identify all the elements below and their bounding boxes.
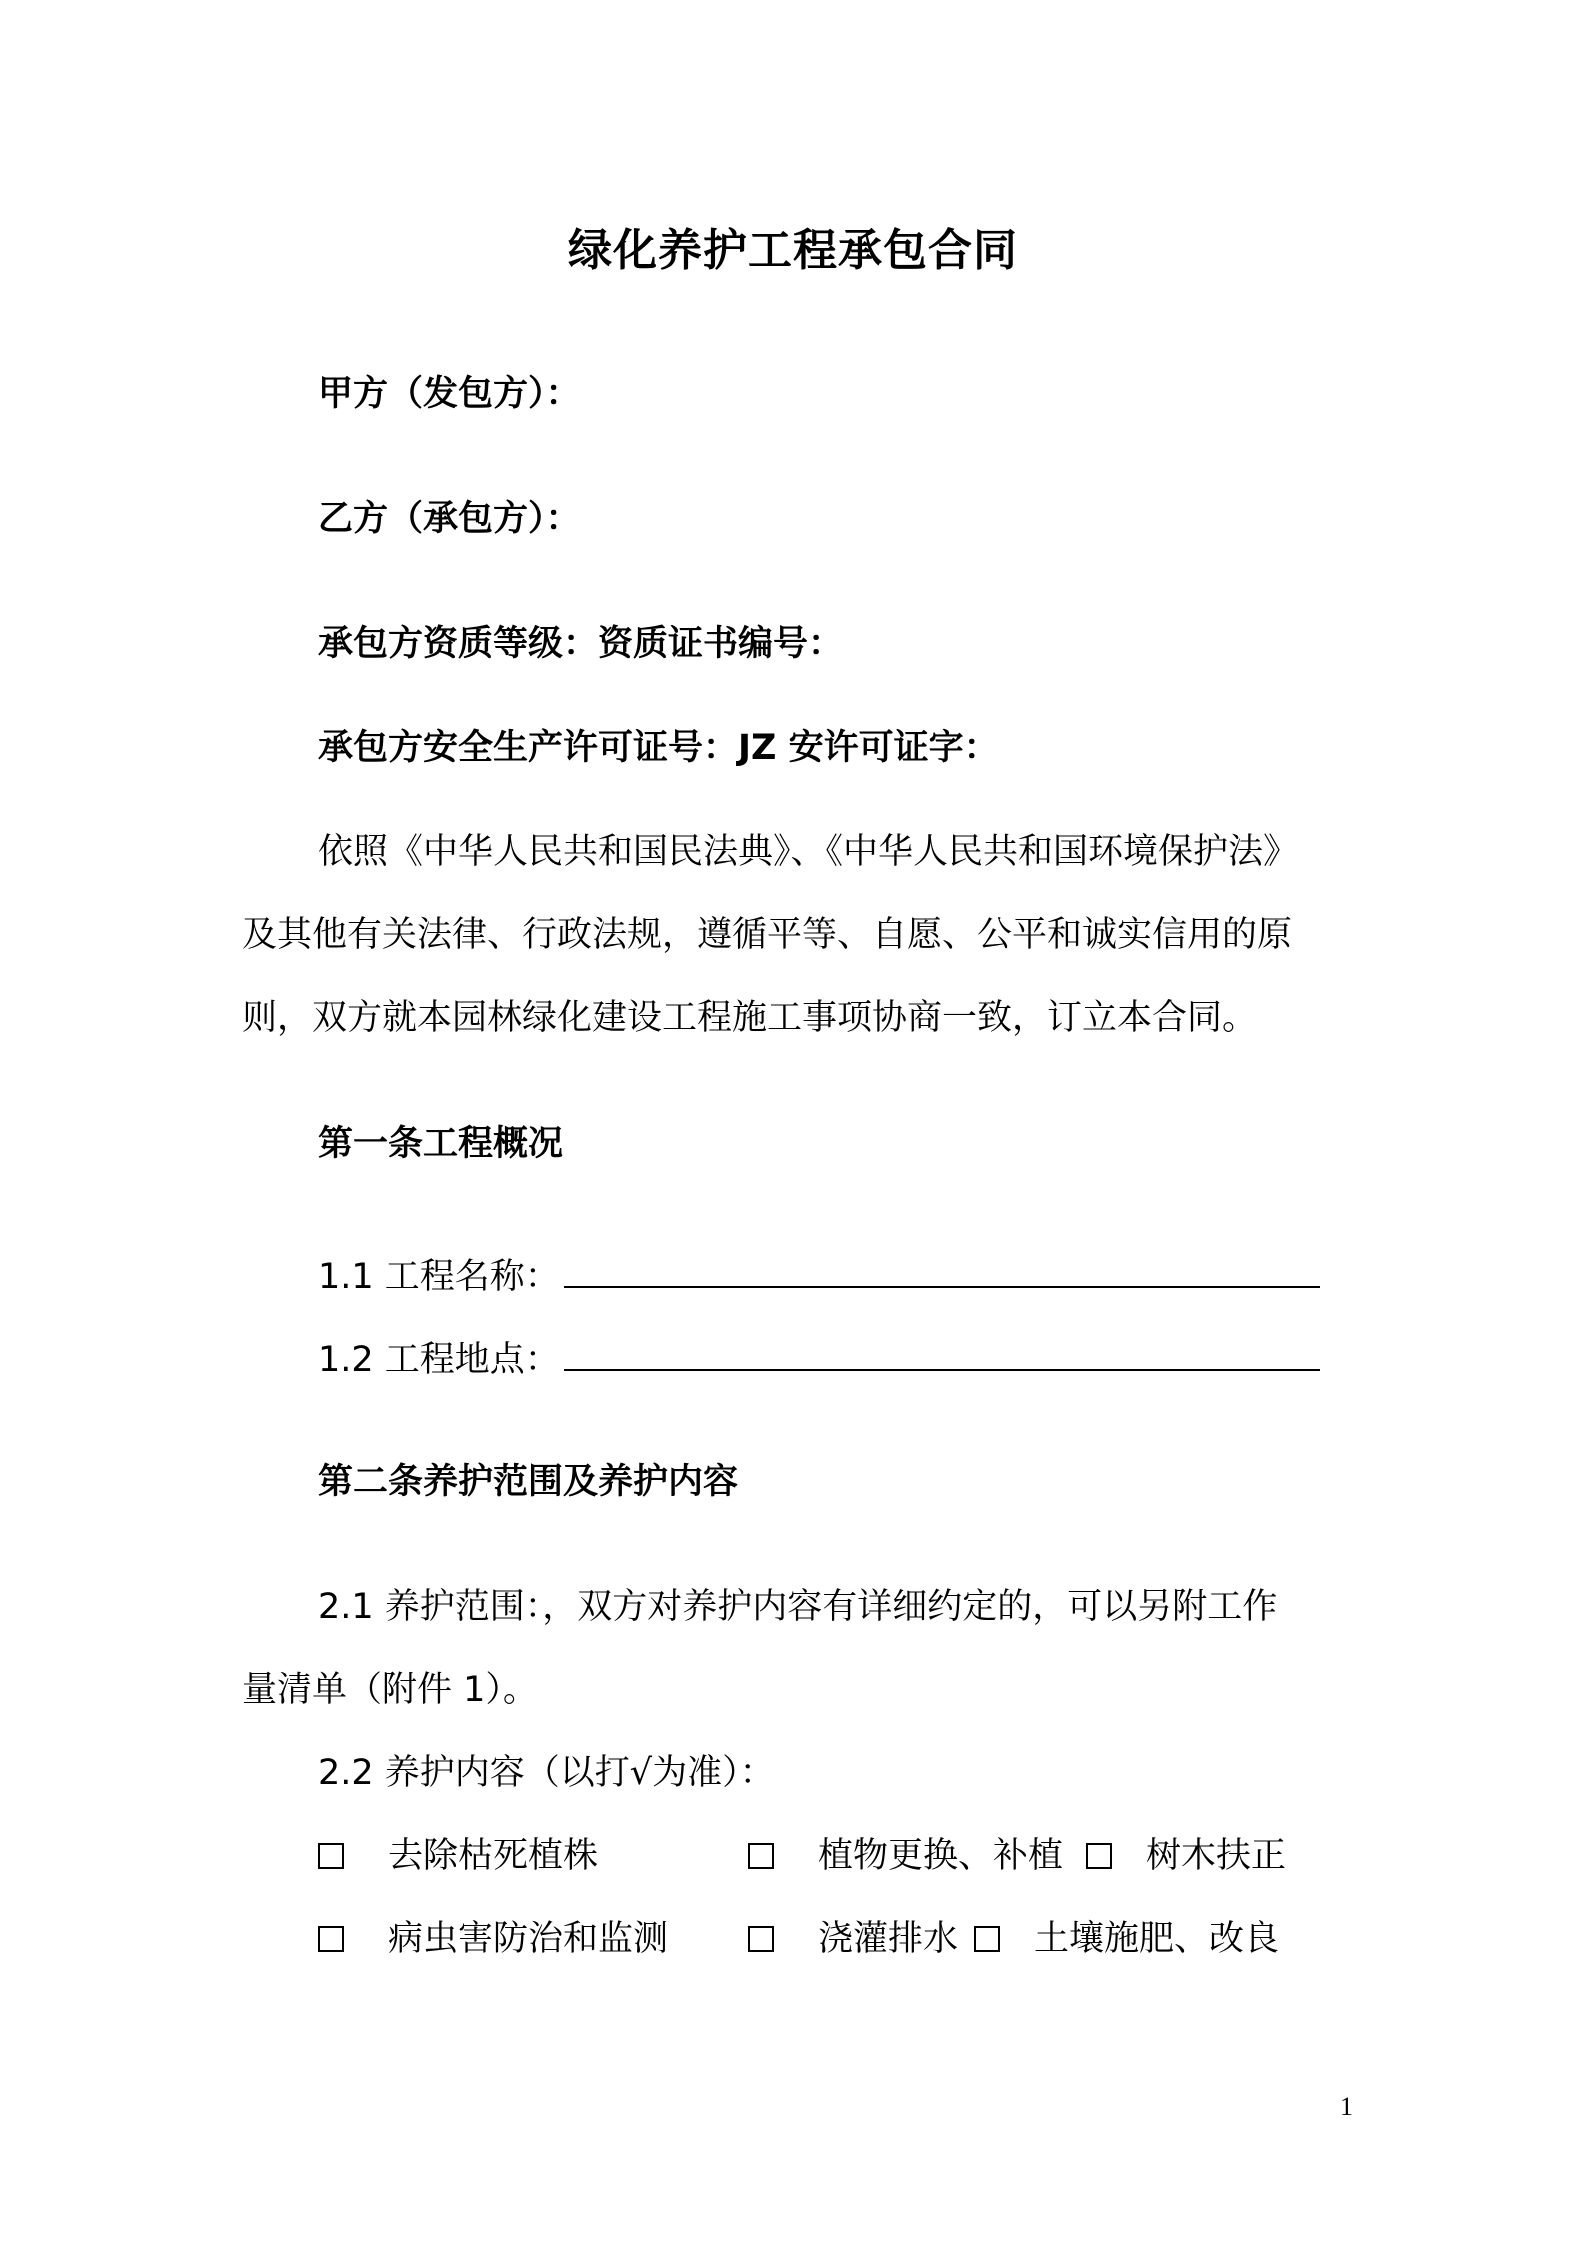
party-a-label: 甲方（发包方）： bbox=[318, 374, 581, 414]
checkbox[interactable] bbox=[748, 1926, 774, 1952]
option-label: 土壤施肥、改良 bbox=[1034, 1919, 1280, 1959]
content-label: 2.2 养护内容（以打√为准）： bbox=[318, 1753, 775, 1793]
project-location-row bbox=[318, 1338, 1320, 1382]
checkbox[interactable] bbox=[974, 1926, 1000, 1952]
checkbox[interactable] bbox=[318, 1843, 344, 1869]
document-title: 绿化养护工程承包合同 bbox=[568, 225, 1018, 276]
scope-line-2: 量清单（附件 1）。 bbox=[242, 1670, 538, 1710]
option-label: 树木扶正 bbox=[1146, 1836, 1287, 1876]
scope-line-1: 2.1 养护范围：，双方对养护内容有详细约定的，可以另附工作 bbox=[318, 1587, 1278, 1627]
qualification-line: 承包方资质等级：资质证书编号： bbox=[318, 624, 844, 664]
preamble-line-1: 依照《中华人民共和国民法典》、《中华人民共和国环境保护法》 bbox=[318, 832, 1299, 872]
checkbox[interactable] bbox=[748, 1843, 774, 1869]
option-pest-control[interactable] bbox=[318, 1917, 668, 1961]
project-name-blank bbox=[564, 1256, 1320, 1288]
preamble-line-3: 则，双方就本园林绿化建设工程施工事项协商一致，订立本合同。 bbox=[242, 998, 1258, 1038]
safety-license-line: 承包方安全生产许可证号：JZ 安许可证字： bbox=[318, 728, 999, 768]
option-straighten-trees[interactable] bbox=[1086, 1834, 1286, 1878]
option-soil-fertilize[interactable] bbox=[974, 1917, 1279, 1961]
option-label: 浇灌排水 bbox=[818, 1919, 959, 1959]
option-label: 去除枯死植株 bbox=[388, 1836, 599, 1876]
option-remove-dead-plants[interactable] bbox=[318, 1834, 598, 1878]
checkbox[interactable] bbox=[1086, 1843, 1112, 1869]
option-label: 植物更换、补植 bbox=[818, 1836, 1064, 1876]
article-1-heading: 第一条工程概况 bbox=[318, 1124, 564, 1164]
option-irrigation-drainage[interactable] bbox=[748, 1917, 958, 1961]
project-location-label: 1.2 工程地点： bbox=[318, 1340, 560, 1380]
project-name-label: 1.1 工程名称： bbox=[318, 1257, 560, 1297]
project-name-row bbox=[318, 1255, 1320, 1299]
checkbox[interactable] bbox=[318, 1926, 344, 1952]
article-2-heading: 第二条养护范围及养护内容 bbox=[318, 1462, 739, 1502]
preamble-line-2: 及其他有关法律、行政法规，遵循平等、自愿、公平和诚实信用的原 bbox=[242, 915, 1293, 955]
project-location-blank bbox=[564, 1339, 1320, 1371]
option-label: 病虫害防治和监测 bbox=[388, 1919, 669, 1959]
party-b-label: 乙方（承包方）： bbox=[318, 499, 581, 539]
page-number: 1 bbox=[1340, 2092, 1353, 2121]
option-replace-replant[interactable] bbox=[748, 1834, 1063, 1878]
